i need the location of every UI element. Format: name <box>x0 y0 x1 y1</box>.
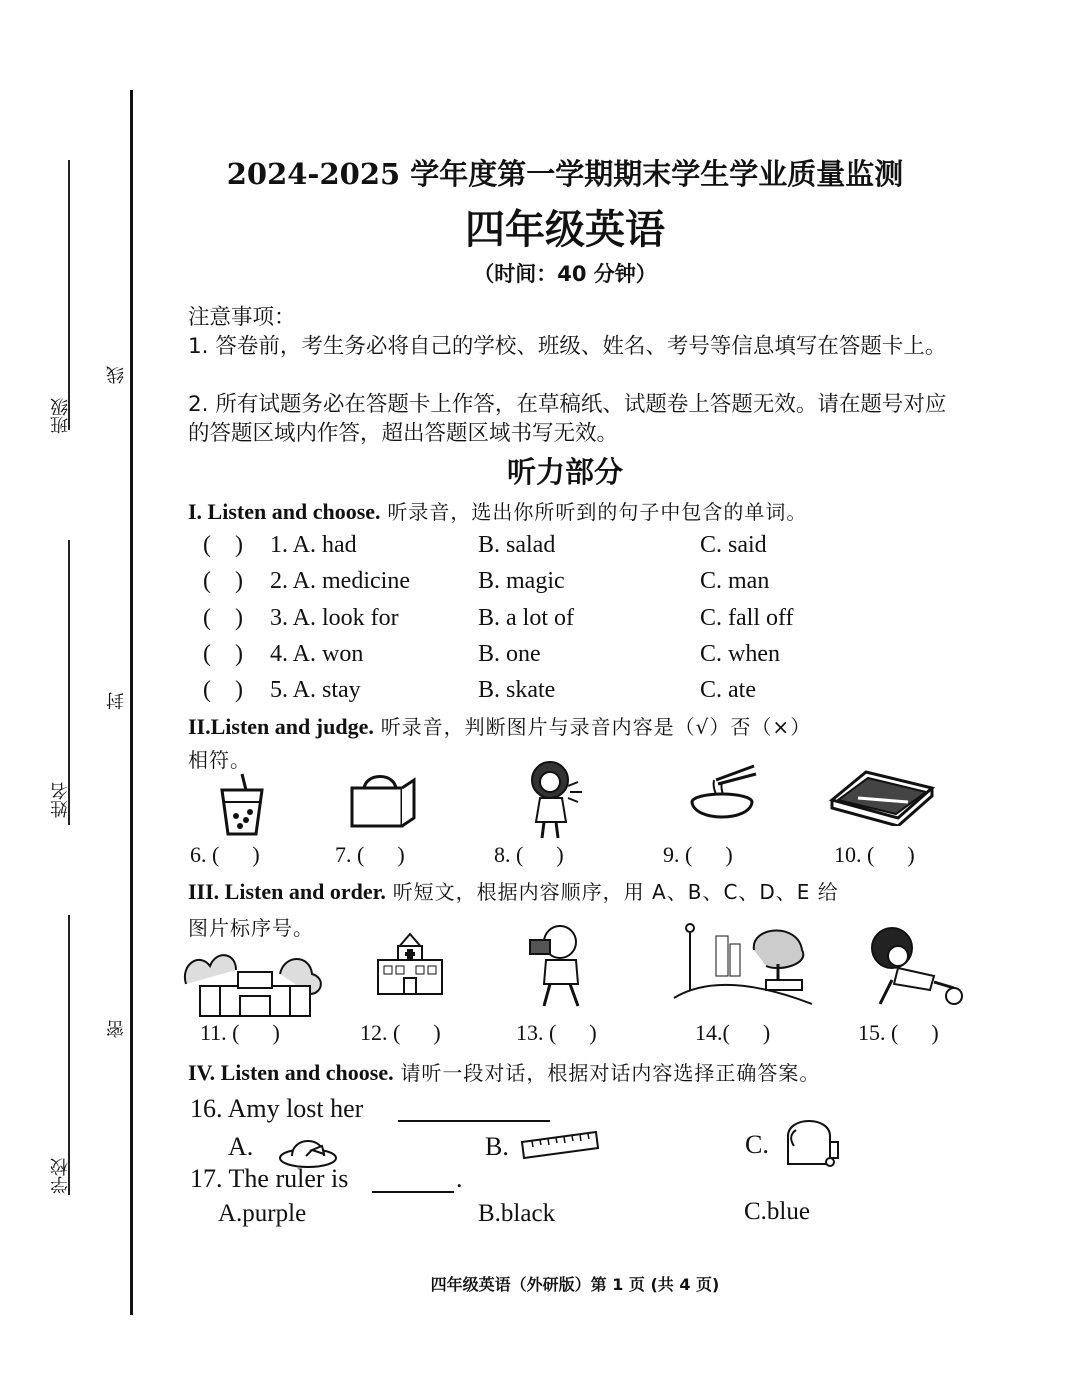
q10-answer[interactable]: 10. ( ) <box>834 842 915 867</box>
boy-fallen-icon <box>858 924 968 1008</box>
pencil-case-icon <box>828 768 936 826</box>
part2-instruction-cont <box>188 744 251 773</box>
seal-mi-char: 密 <box>106 1020 127 1038</box>
page-footer: 四年级英语（外研版）第 1 页 (共 4 页) <box>430 1275 720 1294</box>
bubble-tea-icon <box>212 772 272 838</box>
subject-title: 四年级英语 <box>465 207 665 253</box>
part1-heading <box>188 496 807 525</box>
q3-option-a: 3. A. look for <box>270 605 399 631</box>
q4-option-a: 4. A. won <box>270 641 364 667</box>
q8-answer[interactable]: 8. ( ) <box>494 842 564 867</box>
q5-option-b: B. skate <box>478 677 556 703</box>
q1-option-b: B. salad <box>478 532 556 558</box>
answer-paren[interactable]: ( ) <box>203 568 243 594</box>
q11-answer[interactable]: 11. ( ) <box>200 1020 280 1045</box>
q13-answer[interactable]: 13. ( ) <box>516 1020 597 1045</box>
answer-paren[interactable]: ( ) <box>203 605 243 631</box>
backpack-icon <box>780 1112 842 1172</box>
answer-paren[interactable]: ( ) <box>203 641 243 667</box>
part3-title: III. Listen and order. <box>188 879 386 904</box>
q6-answer[interactable]: 6. ( ) <box>190 842 260 867</box>
name-label: 姓名 <box>50 782 71 818</box>
notes-line-1: 1. 答卷前，考生务必将自己的学校、班级、姓名、考号等信息填写在答题卡上。 <box>188 334 947 359</box>
q7-answer[interactable]: 7. ( ) <box>335 842 405 867</box>
part3-instruction: 听短文，根据内容顺序，用 A、B、C、D、E 给 <box>392 880 839 904</box>
q5-option-a: 5. A. stay <box>270 677 361 703</box>
park-icon <box>670 920 816 1010</box>
sneezing-girl-icon <box>518 758 598 842</box>
q17-stem: 17. The ruler is <box>190 1164 349 1193</box>
part1-title: I. Listen and choose. <box>188 499 381 524</box>
part2-title: II.Listen and judge. <box>188 714 374 739</box>
listening-section-title: 听力部分 <box>506 455 623 489</box>
bag-icon <box>348 768 418 830</box>
q17-blank[interactable] <box>372 1191 454 1193</box>
q16-option-b-label: B. <box>485 1132 509 1161</box>
q3-option-b: B. a lot of <box>478 605 574 631</box>
part4-instruction: 请听一段对话，根据对话内容选择正确答案。 <box>400 1061 821 1085</box>
part1-instruction: 听录音，选出你所听到的句子中包含的单词。 <box>387 500 808 524</box>
ruler-icon <box>520 1128 600 1164</box>
part2-heading <box>188 711 811 740</box>
exam-title: 2024-2025 学年度第一学期期末学生学业质量监测 <box>226 157 904 191</box>
hospital-icon <box>374 930 446 996</box>
q4-option-b: B. one <box>478 641 541 667</box>
answer-paren[interactable]: ( ) <box>203 532 243 558</box>
noodle-bowl-icon <box>688 764 758 828</box>
q17-period: . <box>456 1164 463 1193</box>
q12-answer[interactable]: 12. ( ) <box>360 1020 441 1045</box>
q2-option-a: 2. A. medicine <box>270 568 410 594</box>
q16-option-c-label: C. <box>745 1130 769 1159</box>
q15-answer[interactable]: 15. ( ) <box>858 1020 939 1045</box>
q14-answer[interactable]: 14.( ) <box>695 1020 771 1045</box>
part3-heading <box>188 876 839 905</box>
seal-line-char: 线 <box>106 366 127 384</box>
q16-option-a-label: A. <box>228 1132 254 1161</box>
q16-stem: 16. Amy lost her <box>190 1094 364 1123</box>
part2-instruction-line2: 相符。 <box>188 748 251 772</box>
q2-option-c: C. man <box>700 568 770 594</box>
q9-answer[interactable]: 9. ( ) <box>663 842 733 867</box>
q17-option-a: A.purple <box>218 1200 307 1227</box>
notes-line-2: 2. 所有试题务必在答题卡上作答，在草稿纸、试题卷上答题无效。请在题号对应的答题区域内作答，超出答题区域书写无效。 <box>188 392 947 446</box>
class-label: 班级 <box>50 398 71 434</box>
q2-option-b: B. magic <box>478 568 565 594</box>
q3-option-c: C. fall off <box>700 605 794 631</box>
notes-heading: 注意事项： <box>188 305 296 330</box>
school-blank <box>68 915 70 1195</box>
part2-instruction: 听录音，判断图片与录音内容是（√）否（×） <box>380 715 812 739</box>
q5-option-c: C. ate <box>700 677 756 703</box>
part3-instruction-cont <box>188 912 314 941</box>
q1-option-c: C. said <box>700 532 767 558</box>
answer-paren[interactable]: ( ) <box>203 677 243 703</box>
part4-title: IV. Listen and choose. <box>188 1060 394 1085</box>
q1-option-a: 1. A. had <box>270 532 357 558</box>
zoo-gate-icon <box>180 944 330 1020</box>
child-with-camera-icon <box>522 922 592 1008</box>
exam-time: （时间：40 分钟） <box>473 262 657 286</box>
school-label: 学校 <box>50 1158 71 1194</box>
q17-option-c: C.blue <box>744 1198 810 1225</box>
q17-option-b: B.black <box>478 1200 556 1227</box>
q16-blank[interactable] <box>398 1120 550 1122</box>
part4-heading <box>188 1057 820 1086</box>
q4-option-c: C. when <box>700 641 780 667</box>
seal-feng-char: 封 <box>106 692 127 710</box>
part3-instruction-line2: 图片标序号。 <box>188 916 314 940</box>
